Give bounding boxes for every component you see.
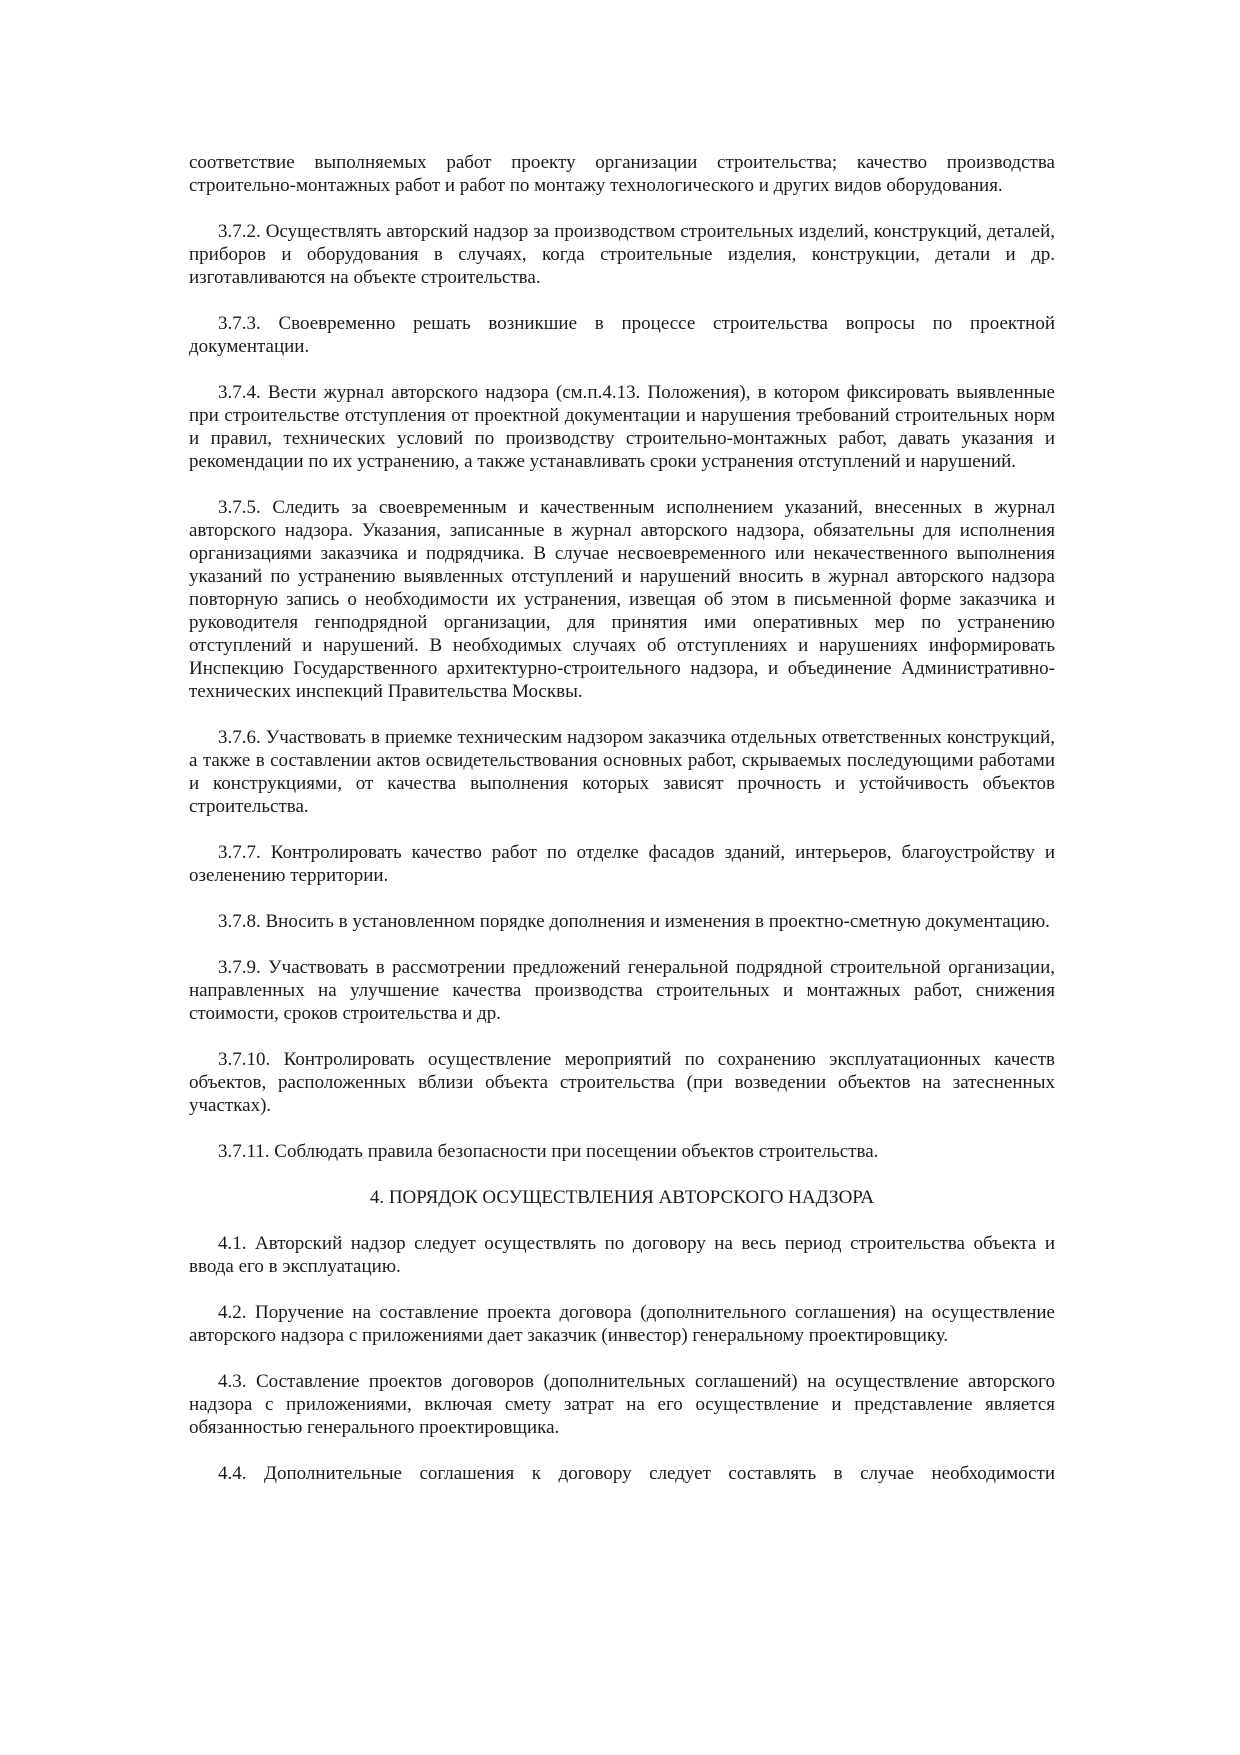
paragraph-4-1: 4.1. Авторский надзор следует осуществлять по договору на весь период строительства объекта и ввода его в эксплуатацию. <box>189 1233 1055 1277</box>
document-page <box>189 151 1055 1508</box>
paragraph-3-7-5: 3.7.5. Следить за своевременным и качественным исполнением указаний, внесенных в журнал авторского надзора. Указания, записанные в журнал авторского надзора, обязательны для исполнения организациями заказчика и подрядчика. В случае несвоевременного или некачественного выполнения указаний по устранению выявленных отступлений и нарушений вносить в журнал авторского надзора повторную запись о необходимости их устранения, извещая об этом в письменной форме заказчика и руководителя генподрядной организации, для принятия ими оперативных мер по устранению отступлений и нарушений. В необходимых случаях об отступлениях и нарушениях информировать Инспекцию Государственного архитектурно-строительного надзора, и объединение Административно-технических инспекций Правительства Москвы. <box>189 497 1055 702</box>
paragraph-4-3: 4.3. Составление проектов договоров (дополнительных соглашений) на осуществление авторского надзора с приложениями, включая смету затрат на его осуществление и представление является обязанностью генерального проектировщика. <box>189 1371 1055 1438</box>
paragraph-3-7-4: 3.7.4. Вести журнал авторского надзора (см.п.4.13. Положения), в котором фиксировать выявленные при строительстве отступления от проектной документации и нарушения требований строительных норм и правил, технических условий по производству строительно-монтажных работ, давать указания и рекомендации по их устранению, а также устанавливать сроки устранения отступлений и нарушений. <box>189 382 1055 472</box>
paragraph-3-7-2: 3.7.2. Осуществлять авторский надзор за производством строительных изделий, конструкций, деталей, приборов и оборудования в случаях, когда строительные изделия, конструкции, детали и др. изготавливаются на объекте строительства. <box>189 221 1055 288</box>
paragraph-3-7-6: 3.7.6. Участвовать в приемке техническим надзором заказчика отдельных ответственных конструкций, а также в составлении актов освидетельствования основных работ, скрываемых последующими работами и конструкциями, от качества выполнения которых зависят прочность и устойчивость объектов строительства. <box>189 727 1055 817</box>
paragraph-3-7-7: 3.7.7. Контролировать качество работ по отделке фасадов зданий, интерьеров, благоустройству и озеленению территории. <box>189 842 1055 886</box>
paragraph-4-2: 4.2. Поручение на составление проекта договора (дополнительного соглашения) на осуществление авторского надзора с приложениями дает заказчик (инвестор) генеральному проектировщику. <box>189 1302 1055 1346</box>
paragraph-continuation: соответствие выполняемых работ проекту организации строительства; качество производства строительно-монтажных работ и работ по монтажу технологического и других видов оборудования. <box>189 152 1055 196</box>
paragraph-3-7-3: 3.7.3. Своевременно решать возникшие в процессе строительства вопросы по проектной документации. <box>189 313 1055 357</box>
paragraph-3-7-8: 3.7.8. Вносить в установленном порядке дополнения и изменения в проектно-сметную документацию. <box>218 911 1050 932</box>
paragraph-3-7-10: 3.7.10. Контролировать осуществление мероприятий по сохранению эксплуатационных качеств объектов, расположенных вблизи объекта строительства (при возведении объектов на затесненных участках). <box>189 1049 1055 1116</box>
paragraph-4-4: 4.4. Дополнительные соглашения к договору следует составлять в случае необходимости <box>218 1463 1055 1484</box>
paragraph-3-7-11: 3.7.11. Соблюдать правила безопасности при посещении объектов строительства. <box>218 1141 879 1162</box>
section-heading: 4. ПОРЯДОК ОСУЩЕСТВЛЕНИЯ АВТОРСКОГО НАДЗОРА <box>369 1187 875 1208</box>
paragraph-3-7-9: 3.7.9. Участвовать в рассмотрении предложений генеральной подрядной строительной организации, направленных на улучшение качества производства строительных и монтажных работ, снижения стоимости, сроков строительства и др. <box>189 957 1055 1024</box>
